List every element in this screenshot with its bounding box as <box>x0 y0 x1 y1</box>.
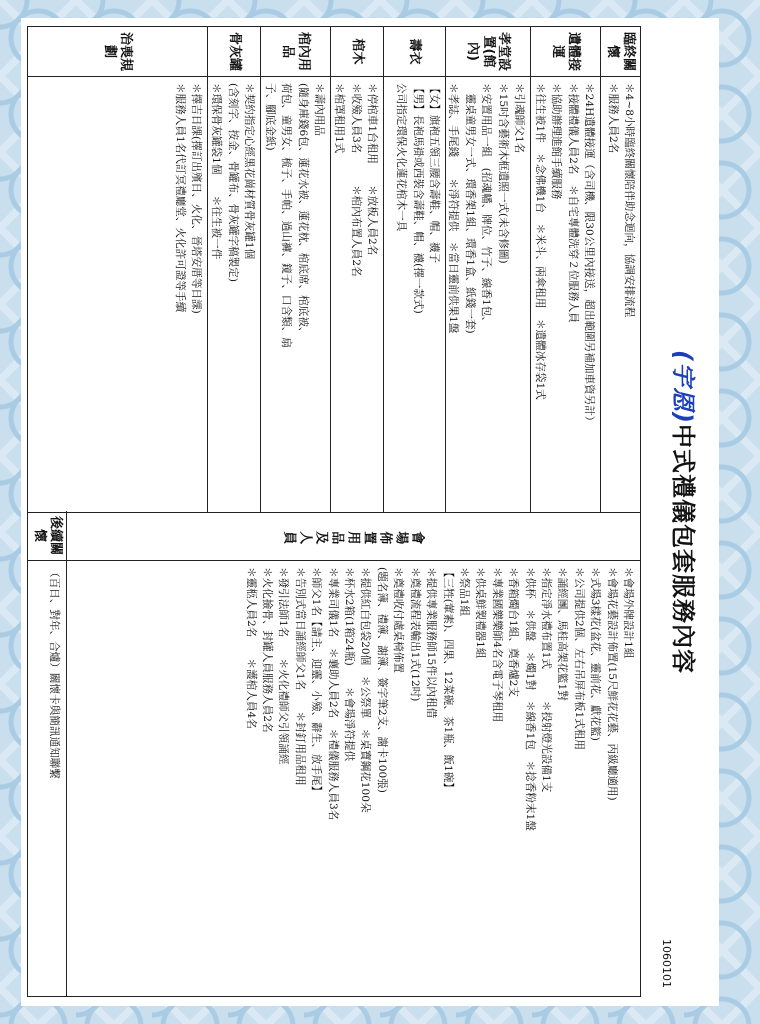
title-text: 中式禮儀包套服務內容 <box>669 423 697 674</box>
section-heading: 壽衣 <box>383 27 445 77</box>
section-line: ＊提供專業服務師15件以內租借 <box>425 567 438 719</box>
section-body <box>383 77 445 512</box>
section-body <box>600 77 640 512</box>
section-line: ＊火化撿骨、封罐人員服務人員2名 <box>261 567 274 733</box>
section-line: ＊往生被1件 ＊念佛機1台 ＊米斗、兩傘租用 ＊遺體冰存袋1式 <box>533 83 546 400</box>
brand-label: (宇恩) <box>669 350 697 424</box>
section-line: ＊指定淨水禮布置1式 ＊投射燈光設備1支 <box>539 567 552 793</box>
rotated-sheet <box>21 18 719 1006</box>
section-heading: 棺內用品 <box>260 27 330 77</box>
section-line: ＊服務人員2名 <box>606 83 619 154</box>
section-body <box>445 77 530 512</box>
section-line: ＊專業司儀1名 ＊襄助人員2名 ＊禮儀服務人員3名 <box>326 567 339 821</box>
section-line: ＊專業國樂樂師4名含電子琴租用 <box>490 567 503 723</box>
section-line: ＊告別式當日誦經師父1名 ＊封釘用品租用 <box>293 567 306 786</box>
section-line: ＊供桌鮮製禮器1組 <box>474 567 487 659</box>
section-heading: 臨終關懷 <box>600 27 640 77</box>
document-paper <box>21 18 719 1006</box>
section-line: 公司指定環保火化蓮花棺木一具 <box>395 83 408 232</box>
section-heading: 治喪規劃 <box>28 27 207 77</box>
section-line: ＊會場花藝設計佈置(15尺鮮花花藝、丙級廳適用) <box>605 567 618 801</box>
section-body <box>530 77 600 512</box>
left-service-table <box>27 26 641 513</box>
section-line: ＊供杯 ＊供盤 ＊燭1對 ＊線香1包 ＊捻香粉末1盤 <box>523 567 536 831</box>
section-line: ＊香箱燭台1組、奠香爐2支 <box>507 567 520 698</box>
section-line: ＊誦經團、馬桂高架花籃1對 <box>556 567 569 701</box>
section-line: ＊杯水2箱(1箱24瓶) ＊會場淨符提供 <box>343 567 356 762</box>
section-line: ＊服務人員1名代訂冥禮廳堂、火化許可證等手續 <box>173 83 186 313</box>
section-line: ＊師父1名【請主、迎靈、小殮、辭生、放手尾】 <box>310 567 323 797</box>
section-line: ＊提供紅白包袋20個 ＊公祭單 ＊桌寶鋼花100朵 <box>359 567 372 813</box>
section-line: 荷包、童男女、梳子、手帕、過山褲、鏡子、口含類、扇 <box>280 83 293 348</box>
section-line: ＊壽內用品 <box>313 83 325 136</box>
section-body <box>207 77 260 512</box>
section-body <box>28 561 66 996</box>
section-line: ＊棺罩租用1式 <box>333 83 346 154</box>
section-line: ＊環保骨灰罐袋1個 ＊往生被一件 <box>210 83 223 260</box>
section-line: ＊式場3樣花(盆花、靈前花、獻花籃) <box>589 567 602 741</box>
section-line: ＊4~8小時臨終關懷陪伴助念迴向，協調安排流程 <box>623 83 635 318</box>
section-line: ＊接體禮儀人員2名 ＊自宅專體洗穿２位服務人員 <box>566 83 579 323</box>
section-line: (隨身庫錢6包、蓮花水被、蓮花枕、棺底席、棺底被、 <box>296 83 309 338</box>
section-line: 【女】旗袍五領三腰含壽鞋、帽、襪子 <box>428 83 440 264</box>
section-line: (含刻字、按金、骨罐布、骨灰罐字稿製定) <box>226 83 239 282</box>
section-body <box>28 77 207 512</box>
section-line: ＊契約指定心經黑花崗材質骨灰罐1個 <box>243 83 255 260</box>
section-line: ＊安置用品一組 (招魂幡、牌位、竹子、線香1包、 <box>480 83 493 327</box>
section-line: ＊公司提供2個、左右吊屏布板1式租用 <box>572 567 585 750</box>
section-line: (題名簿、禮簿、謝簿、簽字筆2支、謝卡100張) <box>375 567 388 793</box>
section-line: 子、腳底金紙) <box>263 83 276 151</box>
section-heading: 棺木 <box>330 27 383 77</box>
section-line: （百日、對年、合爐）關懷卡與簡訊通知聯繫 <box>48 567 60 779</box>
section-line: 【男】長袍馬褂或西裝含壽鞋、帽、襪(擇一款式) <box>411 83 424 314</box>
section-line: ＊發引法師1名 ＊火化禮師父引領誦經 <box>277 567 290 765</box>
page-title <box>668 28 703 996</box>
section-heading: 後續關懷 <box>28 511 66 561</box>
section-line: ＊收殮人員3名 ＊棺內布置人員2名 <box>349 83 362 277</box>
section-line: ＊引魂師父1名 <box>513 83 525 154</box>
document-number: 1060101 <box>660 939 673 988</box>
section-heading: 遺體接運 <box>530 27 600 77</box>
section-line: ＊24H遺體接運（含司機、限30公里內接送，超出範圍另補加車資另計） <box>583 83 595 427</box>
section-line: ＊協助辦理進館手續服務 <box>550 83 563 200</box>
section-line: 靈桌童男女一式、環香架1組、環香1盒、紙錢一套) <box>463 83 476 334</box>
section-heading: 骨灰罐 <box>207 27 260 77</box>
section-line: ＊會場外牌設計1組 <box>622 567 634 659</box>
section-body <box>260 77 330 512</box>
section-line: ＊停棺車1台租用 ＊放板人員2名 <box>366 83 378 256</box>
section-heading: 孝堂設置(館內) <box>445 27 530 77</box>
section-line: 【三牲(葷素)、四果、12菜碗、茶1瓶、飯1碗】 <box>441 567 454 793</box>
section-line: ＊擇吉日課(擇訂出殯日、火化、晉塔安厝等日課) <box>190 83 202 314</box>
section-line: ＊孝誌、手尾錢 ＊淨符提供 ＊當日靈前供果1盤 <box>447 83 460 334</box>
section-body <box>330 77 383 512</box>
section-body <box>66 561 640 996</box>
section-line: ＊15吋含藝術木框遺照一式(未含修圖) <box>496 83 509 264</box>
section-line: ＊靈柩人員2名 ＊護棺人員4名 <box>244 567 257 729</box>
section-line: ＊奠禮流程表輸出1式(12吋) <box>408 567 421 702</box>
section-line: ＊奠禮收付處桌椅佈置 <box>392 567 405 673</box>
right-service-table <box>27 511 641 997</box>
section-line: ＊祭品1組 <box>457 567 470 617</box>
header-bar <box>647 28 713 996</box>
section-heading: 會場佈置用品及人員 <box>66 511 640 561</box>
